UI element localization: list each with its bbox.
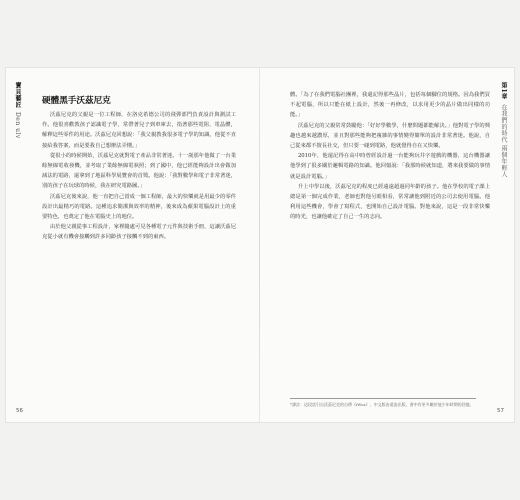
left-paragraph-1: 沃茲尼克的父親是一位工程師，在洛克希德公司的飛彈部門負責設計與測試工作。他很喜歡教孩子認識電子學，常帶著兒子到車庫去，指著那些電阻、電晶體，解釋這些零件的用途。沃茲尼克回想說：「我父親教我很多電子學的知識，他從不直接給我答案，而是要我自己想辦法弄懂。」 [42, 112, 236, 149]
right-paragraph-4: 升上中學以後，沃茲尼克的程度已經遠遠超過同年齡的孩子。他在學校的電子課上總是第一個完成作業，老師也對他另眼相看，常常讓他到附近的公司去使用電腦。他利用這些機會，學會了寫程式，也開始自己設計電腦。對他來說，這是一段非常快樂的時光，也讓他確定了自己一生的志向。 [290, 183, 490, 221]
right-page-number: 57 [497, 408, 504, 414]
right-body-text [290, 90, 490, 223]
right-paragraph-2: 沃茲尼克的父親常常鼓勵他：「好好學數學，什麼問題都能解決。」他對電子學的興趣也越來越濃厚，並且對那些能夠把複雜的事情變得簡單的設計非常著迷。他說，自己從來都不擅長社交，但只要一碰到電路，他就覺得自在又快樂。 [290, 122, 490, 150]
right-page [260, 68, 514, 422]
left-paragraph-4: 由於他父親從事工程設計，家裡隨處可見各種電子元件與技術手冊，這讓沃茲尼克從小就有機會接觸到許多同齡孩子接觸不到的東西。 [42, 224, 236, 241]
book-spread [6, 68, 514, 422]
footnote: *譯註：這段話引自沃茲尼克的自傳《iWoz》，中文版由遠流出版，書中有更多關於他少年時期的回憶。 [290, 398, 476, 408]
left-body-text [42, 110, 236, 243]
left-paragraph-3: 沃茲尼克後來說，他一直把自己當成一個工程師，最大的快樂就是用最少的零件設計出最精巧的電路。這種追求簡潔與效率的精神，後來成為蘋果電腦設計上的重要特色，也奠定了他在電腦史上的地位。 [42, 193, 236, 221]
left-page-number: 56 [16, 408, 23, 414]
right-running-head-sub: 在我們的時代 兩個年輕人 [500, 104, 507, 179]
left-paragraph-2: 從很小的時候開始，沃茲尼克就對電子產品非常著迷。十一歲那年他做了一台業餘無線電收發機，並考取了業餘無線電執照；到了國中，他已經能夠設計出會做加減法的電路，還拿到了地區科學展覽會的首獎。他說：「我對數學和電子非常著迷，別的孩子在玩球的時候，我在研究電路圖。」 [42, 152, 236, 190]
right-running-head [500, 82, 506, 178]
right-running-head-title: 第1章 [500, 82, 507, 100]
section-title: 硬體黑手沃茲尼克 [42, 96, 111, 106]
right-paragraph-3: 2010年，他還記得在高中時曾經設計過一台能夠玩井字遊戲的機器，這台機器讓他學到了很多關於邏輯電路的知識。他回憶說：「我那時候就知道，將來我要做的事情就是設計電腦。」 [290, 153, 490, 180]
left-running-head-sub: Den ulv [14, 112, 21, 140]
right-paragraph-1: 體。「為了在我們電腦社團裡，我還記得那些晶片，包括每個腳位的規格。因為我們買不起電腦，所以只能在紙上設計，然後一再修改，以求用更少的晶片做出同樣的功能。」 [290, 92, 490, 119]
left-page [6, 68, 260, 422]
left-running-head-title: 寶貝藝匠 [14, 82, 21, 108]
left-running-head [14, 82, 20, 139]
